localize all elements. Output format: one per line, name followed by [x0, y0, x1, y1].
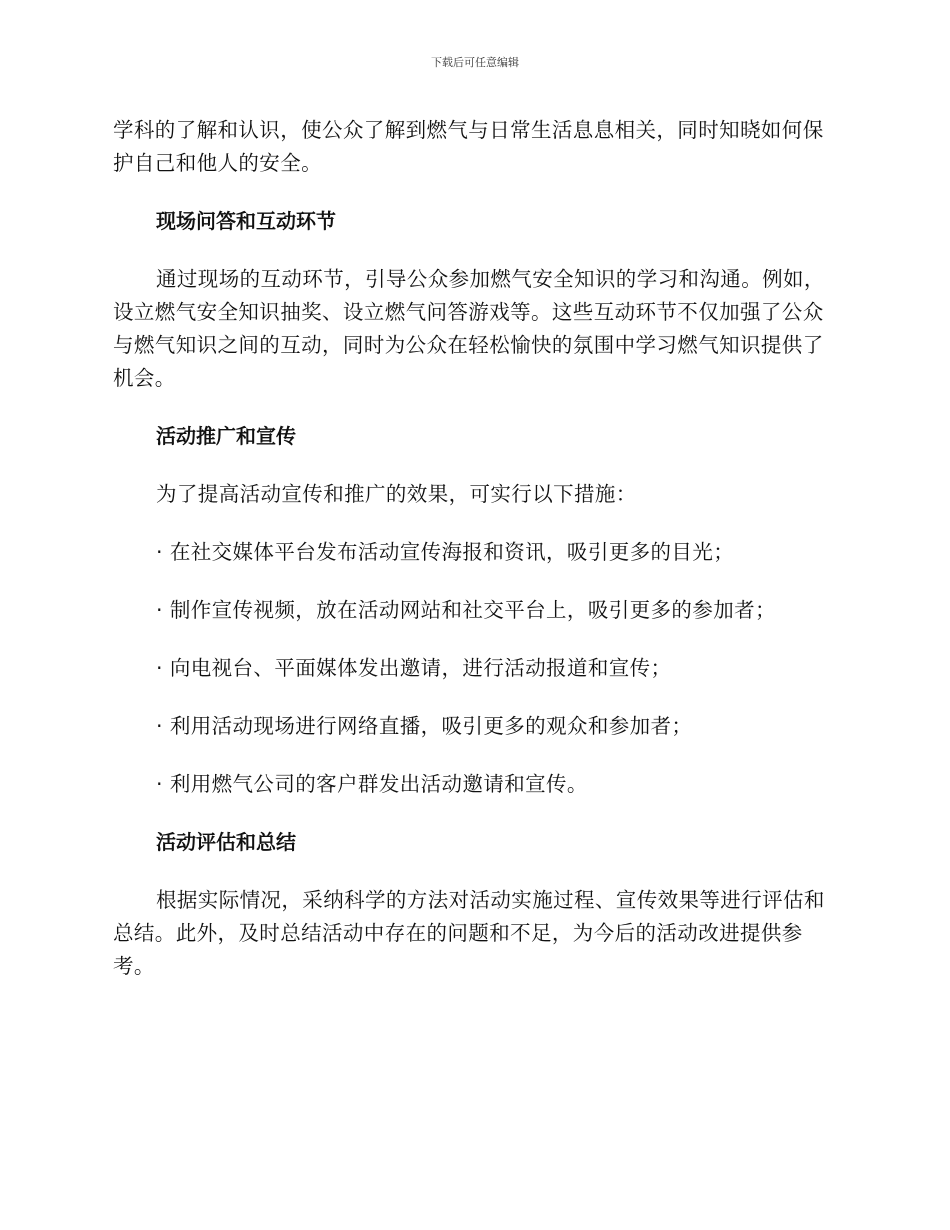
section-heading-qa: 现场问答和互动环节	[156, 209, 336, 233]
bullet-item: · 向电视台、平面媒体发出邀请，进行活动报道和宣传；	[156, 656, 672, 680]
bullet-item: · 制作宣传视频，放在活动网站和社交平台上，吸引更多的参加者；	[156, 598, 776, 622]
section-heading-promotion: 活动推广和宣传	[156, 424, 296, 448]
bullet-item: · 利用活动现场进行网络直播，吸引更多的观众和参加者；	[156, 714, 693, 738]
bullet-item: · 利用燃气公司的客户群发出活动邀请和宣传。	[156, 772, 588, 796]
intro-paragraph: 学科的了解和认识，使公众了解到燃气与日常生活息息相关，同时知晓如何保护自己和他人的安全。	[113, 118, 824, 175]
bullet-item: · 在社交媒体平台发布活动宣传海报和资讯，吸引更多的目光；	[156, 540, 735, 564]
section-heading-evaluation: 活动评估和总结	[156, 830, 296, 854]
page-header: 下载后可任意编辑	[431, 56, 519, 69]
section-paragraph-promotion: 为了提高活动宣传和推广的效果，可实行以下措施：	[156, 482, 637, 506]
document-body	[113, 114, 833, 1008]
section-paragraph-qa: 通过现场的互动环节，引导公众参加燃气安全知识的学习和沟通。例如，设立燃气安全知识抽奖、设立燃气问答游戏等。这些互动环节不仅加强了公众与燃气知识之间的互动，同时为公众在轻松愉快的氛围中学习燃气知识提供了机会。	[113, 267, 825, 390]
section-paragraph-evaluation: 根据实际情况，采纳科学的方法对活动实施过程、宣传效果等进行评估和总结。此外，及时总结活动中存在的问题和不足，为今后的活动改进提供参考。	[113, 888, 825, 978]
